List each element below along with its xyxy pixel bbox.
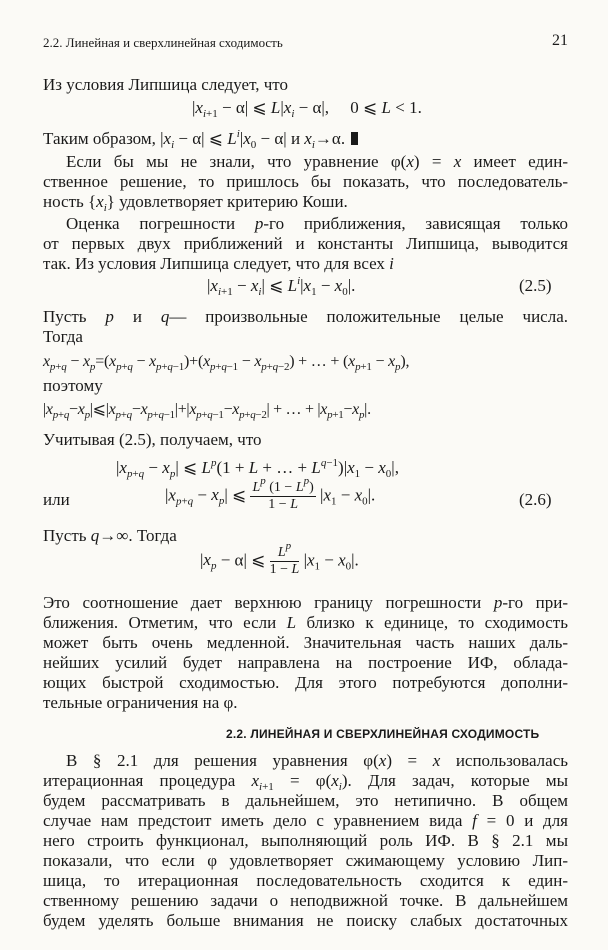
text-line: ближения. Отметим, что если L близко к единице, то сходимость	[43, 613, 568, 632]
text-line: Пусть p и q— произвольные положительные целые числа.	[43, 307, 568, 326]
text-line: показали, что если φ удовлетворяет сжимающему условию Лип-	[43, 851, 568, 870]
text-line: Если бы мы не знали, что уравнение φ(x) = x имеет един-	[66, 152, 568, 171]
text-line: Оценка погрешности p-го приближения, зависящая только	[66, 214, 568, 233]
text-line: будем уделять больше внимания не поиску слабых достаточных	[43, 911, 568, 930]
text-line: него строить функционал, выполняющий роль ИФ. В § 2.1 мы	[43, 831, 568, 850]
text-line: поэтому	[43, 376, 103, 395]
text-line: так. Из условия Липшица следует, что для всех i	[43, 254, 394, 273]
text-line: Из условия Липшица следует, что	[43, 75, 288, 94]
text-line: будем рассматривать в дальнейшем, это нетипично. В общем	[43, 791, 568, 810]
text-line: ственное решение, то пришлось бы показать, что последователь-	[43, 172, 568, 191]
text-line: Пусть q→∞. Тогда	[43, 526, 177, 545]
equation-number: (2.6)	[519, 490, 552, 509]
page-number: 21	[552, 32, 568, 49]
running-header: 2.2. Линейная и сверхлинейная сходимость	[43, 35, 283, 50]
equation-telescoping-sum: $x_{p+q} - x_p=(x_{p+q} - x_{p+q-1})+(x_{p+q-1} - x_{p+q-2})$ + … + $(x_{p+1} - x_p)$,	[43, 353, 410, 373]
text-line: итерационная процедура $x_{i+1} = \varphi(x_i)$. Для задач, которые мы	[43, 771, 569, 793]
equation-lipschitz: $|x_{i+1} - \alpha|$ ⩽ $L|x_i - \alpha|$, 0 ⩽ L < 1.	[192, 98, 422, 120]
equation-limit-bound: $|x_p - \alpha|$ ⩽ $\frac{L^p}{1 - L}$ $|x_1 - x_0|$.	[200, 540, 359, 577]
text-line: Учитывая (2.5), получаем, что	[43, 430, 262, 449]
text-line: от первых двух приближений и константы Липшица, выводится	[43, 234, 568, 253]
text-line: или	[43, 490, 70, 509]
qed-mark	[351, 132, 358, 145]
text-line: Это соотношение дает верхнюю границу погрешности p-го при-	[43, 593, 568, 612]
text-line: Таким образом, $|x_i - \alpha|$ ⩽ $L^i|x_0 - \alpha|$ и $x_i\to\alpha$.	[43, 129, 358, 149]
text-line: Тогда	[43, 327, 83, 346]
text-line: ность $\{x_i\}$ удовлетворяет критерию Коши.	[43, 192, 348, 214]
section-heading: 2.2. ЛИНЕЙНАЯ И СВЕРХЛИНЕЙНАЯ СХОДИМОСТЬ	[226, 727, 540, 741]
equation-number: (2.5)	[519, 276, 552, 295]
equation-triangle-inequality: $|x_{p+q}-x_p|⩽|x_{p+q}-x_{p+q-1}|+|x_{p+q-1}-x_{p+q-2}|$ + … + $|x_{p+1}-x_p|$.	[43, 401, 371, 421]
equation-geometric-bound: $|x_{p+q} - x_p|$ ⩽ $L^p(1 + L$ + … + $L^{q-1})|x_1 - x_0|$,	[116, 457, 399, 480]
text-line: В § 2.1 для решения уравнения φ(x) = x использовалась	[66, 751, 569, 770]
text-line: нейших усилий будет направлена на построение ИФ, облада-	[43, 653, 568, 672]
text-line: может быть очень медленной. Значительная часть наших даль-	[43, 633, 568, 652]
text-line: случае нам предстоит иметь дело с уравнением вида f = 0 и для	[43, 811, 569, 830]
equation-2-6: $|x_{p+q} - x_p|$ ⩽ $\frac{L^p (1 - L^p)}{1 - L}$ $|x_1 - x_0|$.	[165, 475, 376, 512]
equation-2-5: $|x_{i+1} - x_i|$ ⩽ $L^i|x_1 - x_0|$.	[207, 275, 356, 298]
text-line: ющих быстрой сходимостью. Для этого потребуются дополни-	[43, 673, 568, 692]
text-line: ственному решению задачи о неподвижной точке. В дальнейшем	[43, 891, 568, 910]
text-line: тельные ограничения на φ.	[43, 693, 238, 712]
text-line: шица, то итерационная последовательность сходится к един-	[43, 871, 568, 890]
